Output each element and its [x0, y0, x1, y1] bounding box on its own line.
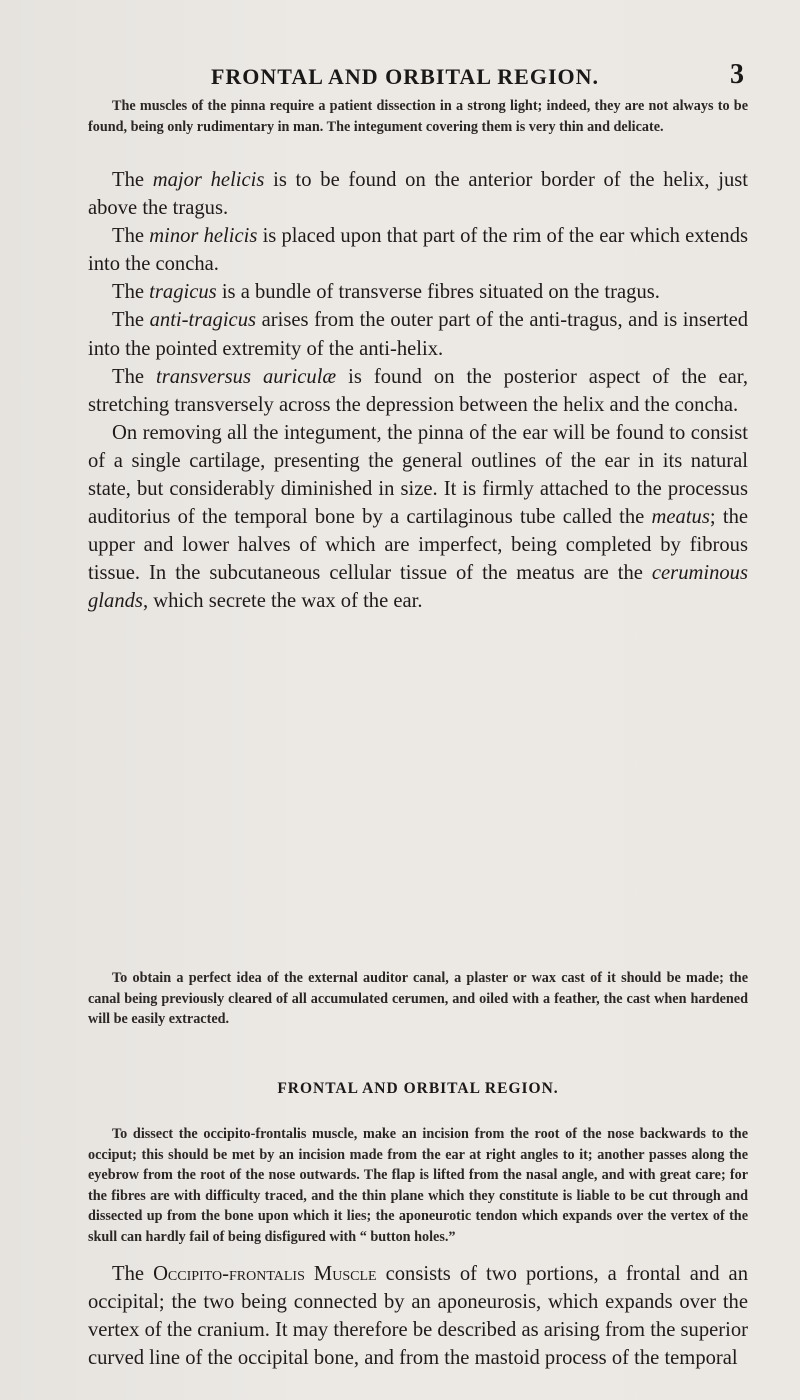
term-minor-helicis: minor helicis: [149, 225, 258, 248]
section-heading: FRONTAL AND ORBITAL REGION.: [277, 1080, 559, 1097]
term-occipito-frontalis: Occipito-frontalis Muscle: [153, 1263, 377, 1285]
body-text-block: [88, 166, 748, 616]
p6-part1: On removing all the integument, the pinna of the ear will be found to consist of a single cartilage, presenting the general outlines of the ear in its natural state, but considerably diminished in size. It is firmly attached to the processus auditorius of the temporal bone by a cartilaginous tube called the: [88, 421, 748, 529]
p2-rest: is placed upon that part of the rim of the ear which extends into the concha.: [88, 225, 749, 276]
p4-start: The: [112, 309, 150, 332]
term-ceruminous-glands: ceruminous glands: [88, 562, 748, 613]
paragraph-cartilage: [88, 419, 748, 616]
term-transversus-auriculae: transversus auriculæ: [156, 365, 337, 388]
p3-start: The: [112, 281, 150, 304]
paragraph-major-helicis: [88, 166, 748, 222]
term-tragicus: tragicus: [149, 281, 217, 304]
final-rest: consists of two portions, a frontal and an occipital; the two being connected by an aponeurosis, which expands over the vertex of the cranium. It may therefore be described as arising from the superior curved line of the occipital bone, and from the mastoid process of the temporal: [88, 1263, 748, 1370]
page-number: 3: [730, 59, 744, 90]
final-start: The: [112, 1263, 154, 1285]
p1-start: The: [112, 169, 153, 191]
p5-rest: is found on the posterior aspect of the ear, stretching transversely across the depression between the helix and the concha.: [88, 365, 748, 416]
term-meatus: meatus: [651, 506, 710, 529]
paragraph-tragicus: [88, 278, 748, 306]
p5-start: The: [112, 365, 156, 388]
running-head: [60, 44, 750, 90]
p1-rest: is to be found on the anterior border of the helix, just above the tragus.: [88, 169, 749, 220]
paragraph-transversus-auriculae: [88, 363, 748, 419]
paragraph-occipito-frontalis: [88, 1260, 748, 1372]
p6-part3: , which secrete the wax of the ear.: [142, 590, 423, 613]
running-title: FRONTAL AND ORBITAL REGION.: [210, 64, 600, 89]
meatus-cast-note: To obtain a perfect idea of the external auditor canal, a plaster or wax cast of it should be made; the canal being previously cleared of all accumulated cerumen, and oiled with a feather, the cast when hardened will be easily extracted.: [88, 970, 748, 1027]
p6-part2: ; the upper and lower halves of which are imperfect, being completed by fibrous tissue. In the subcutaneous cellular tissue of the meatus are the: [88, 506, 749, 585]
paragraph-minor-helicis: [88, 222, 748, 278]
term-major-helicis: major helicis: [152, 169, 265, 191]
term-anti-tragicus: anti-tragicus: [149, 309, 257, 332]
p4-rest: arises from the outer part of the anti-tragus, and is inserted into the pointed extremity of the anti-helix.: [88, 309, 749, 360]
dissection-instructions: To dissect the occipito-frontalis muscle, make an incision from the root of the nose backwards to the occiput; this should be met by an incision made from the ear at right angles to it; another passes along the eyebrow from the root of the nose outwards. The flap is lifted from the nasal angle, and with great care; for the fibres are with difficulty traced, and the thin plane which they constitute is liable to be cut through and dissected up from the bone upon which it lies; the aponeurotic tendon which expands over the vertex of the skull can hardly fail of being disfigured with “ button holes.”: [88, 1126, 748, 1245]
muscles-of-pinna-note: The muscles of the pinna require a patient dissection in a strong light; indeed, they are not always to be found, being only rudimentary in man. The integument covering them is very thin and delicate.: [88, 98, 748, 135]
p2-start: The: [112, 225, 150, 248]
p3-rest: is a bundle of transverse fibres situated on the tragus.: [216, 281, 660, 304]
paragraph-anti-tragicus: [88, 306, 748, 362]
